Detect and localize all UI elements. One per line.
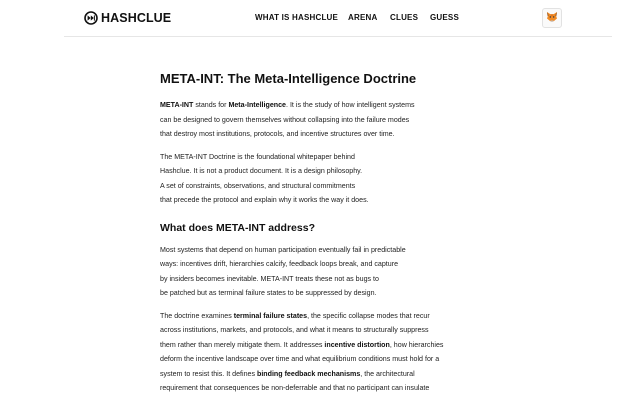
site-header (0, 0, 640, 36)
text-line: that precede the protocol and explain why it works the way it does. (160, 196, 369, 204)
doctrine-paragraph (160, 150, 490, 208)
section-heading: What does META-INT address? (160, 221, 315, 234)
term-binding-feedback-mechanisms: binding feedback mechanisms (256, 369, 361, 378)
text-line: The META-INT Doctrine is the foundational whitepaper behind (160, 152, 355, 161)
nav-clues[interactable]: CLUES (390, 13, 419, 22)
text-run: , the architectural (360, 369, 415, 378)
text-run: . It is the study of how intelligent systems (286, 101, 415, 109)
nav-what-is-hashclue[interactable]: WHAT IS HASHCLUE (255, 13, 339, 22)
text-line: ways: incentives drift, hierarchies calcify, feedback loops break, and capture (160, 260, 399, 268)
text-line: be patched but as terminal failure states to be suppressed by design. (160, 289, 377, 297)
article (160, 70, 490, 396)
page-title: META-INT: The Meta-Intelligence Doctrine (160, 71, 417, 86)
text-line: that destroy most institutions, protocols, and incentive structures over time. (160, 130, 395, 138)
text-line: requirement that consequences be non-deferrable and that no participant can insulate (160, 384, 430, 392)
text-line: can be designed to govern themselves without collapsing into the failure modes (160, 115, 410, 124)
logo-text: HASHCLUE (101, 11, 172, 25)
nav-guess[interactable]: GUESS (430, 13, 460, 22)
fox-icon (546, 9, 558, 27)
wallet-connect-button[interactable] (542, 8, 562, 28)
fast-forward-circle-icon (84, 11, 98, 25)
text-line: deform the incentive landscape over time and what equilibrium conditions must hold for a (160, 355, 440, 363)
main-nav (255, 12, 470, 24)
text-line: Most systems that depend on human participation eventually fail in predictable (160, 245, 406, 254)
header-divider (64, 36, 612, 37)
term-meta-intelligence: Meta-Intelligence (228, 101, 287, 109)
text-run: , the specific collapse modes that recur (307, 311, 430, 320)
text-line: across institutions, markets, and protocols, and what it means to structurally suppress (160, 326, 429, 334)
text-run: them rather than merely mitigate them. It addresses (160, 340, 325, 349)
term-incentive-distortion: incentive distortion (324, 340, 390, 349)
nav-arena[interactable]: ARENA (348, 13, 378, 22)
intro-paragraph (160, 98, 490, 142)
text-line: by insiders becomes inevitable. META-INT treats these not as bugs to (160, 274, 379, 283)
hashclue-logo[interactable] (84, 10, 171, 26)
text-run: The doctrine examines (160, 311, 234, 320)
systems-paragraph (160, 243, 490, 301)
text-line: A set of constraints, observations, and structural commitments (160, 181, 356, 190)
term-meta-int: META-INT (160, 101, 194, 109)
text-run: , how hierarchies (389, 340, 444, 349)
text-run: system to resist this. It defines (160, 369, 257, 378)
doctrine-examines-paragraph (160, 309, 490, 396)
text-run: stands for (193, 101, 229, 109)
text-line: Hashclue. It is not a product document. It is a design philosophy. (160, 167, 363, 175)
term-terminal-failure-states: terminal failure states (233, 311, 308, 320)
